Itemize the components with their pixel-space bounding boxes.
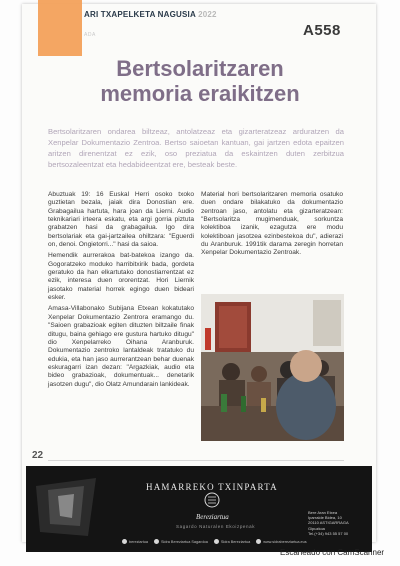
paragraph: Material hori bertsolaritzaren memoria osatuko duen ondare bilakatuko da dokumentazio zentroan jaso, antolatu eta gizarteratzean: "Bertsolaritza mugimenduak, sorkuntza kolektiboa izanik, ezagutza ere modu kolektiboan jasotzea ezinbestekoa du", adierazi du Aranburuk. 1991tik darama zeregin horretan Xenpelar Dokumentazio Zentroak. [201, 191, 343, 257]
article-intro: Bertsolaritzaren ondarea biltzeaz, antolatzeaz eta gizarteratzeaz arduratzen da Xenpelar Dokumentazio Zentroa. Bertso saioetan kantuan, gai jartzen edota epaitzen aritzen direnentzat ez ezik, oso preziatua da eskaintzen duten zerbitzua bertsozaleentzat eta hedabideentzat ere, besteak beste. [48, 127, 344, 169]
scanner-watermark: Escaneado con CamScanner [280, 548, 385, 557]
right-column [201, 191, 343, 261]
magazine-name: ARI TXAPELKETA NAGUSIA [84, 10, 196, 19]
article-title [56, 56, 344, 106]
website-link[interactable]: www.sidrabereziartua.eus [256, 539, 306, 544]
twitter-link[interactable]: Sidra Bereziartua [214, 539, 250, 544]
ad-brand: Bereziartua [196, 513, 229, 521]
ad-address [308, 510, 368, 536]
ad-title: HAMARREKO TXINPARTA [146, 482, 278, 492]
ad-address-line: Iparralde Bidea, 10 [308, 515, 342, 521]
left-column [48, 191, 194, 392]
instagram-icon [122, 539, 127, 544]
paragraph: Abuztuak 19: 16 Euskal Herri osoko txoko guztietan bezala, jaiak dira Donostian ere. Grabagailua hartuta, hara joan da Lierni. Audio teknikariari irteera eskatu, eta argi gorria piztuta grabatzen hasi da grabagailua. Igo dira bertsolariak eta gai-jartzailea ohiltzara: "Eguerdi on, denoi. Ongietorri..." hasi da saioa. [48, 191, 194, 249]
footer-rule [48, 460, 344, 461]
section-label: ADA [84, 32, 96, 38]
page-number: 22 [32, 450, 44, 461]
ad-social-links [122, 539, 307, 544]
title-line-2: memoria eraikitzen [100, 81, 300, 106]
advertisement [26, 466, 372, 552]
ad-address-line: Gipuzkoa [308, 525, 325, 531]
ad-address-line: Bere Aran Etxea [308, 510, 338, 515]
article-photo [201, 294, 344, 441]
magazine-header [84, 10, 217, 19]
paragraph: Hemendik aurrerakoa bat-batekoa izango da. Gogoratzeko moduko harribitxirik bada, gordeta geratuko da han elkartutako donostiarrentzat ez ezik, interesa duen ororentzat. Hori Liernik jasotako material horrek egingo duen bideari esker. [48, 252, 194, 302]
ad-tagline: Sagardo Naturalen Ekoizpenak [176, 524, 256, 529]
instagram-link[interactable]: bereziartua [122, 539, 148, 544]
facebook-icon [154, 539, 159, 544]
magazine-year: 2022 [198, 10, 217, 19]
globe-icon [256, 539, 261, 544]
article-code: A558 [303, 22, 341, 39]
ad-address-line: 20110 ASTIGARRAGA [308, 520, 349, 526]
title-line-1: Bertsolaritzaren [116, 56, 284, 81]
facebook-link[interactable]: Sidra Bereziartua Sagardoa [154, 539, 208, 544]
ad-address-line: Tel.(+34) 943 55 57 00 [308, 530, 349, 536]
sticky-note [38, 0, 82, 56]
twitter-icon [214, 539, 219, 544]
paragraph: Amasa-Villabonako Subijana Etxean kokatutako Xenpelar Dokumentazio Zentrora eramango du. "Saioen grabazioak egiten dituzten biltzaile finak ditugu, baina gehiago ere gustura hartuko ditugu" dio Xenpelarreko Oihana Aranburuk. Dokumentazio zentroko lantaldeak tratatuko du edukia, eta han jaso aurrerantzean behar duenak eskuragarri izan dezan: "Argazkiak, audio eta bideo grabazioak, dokumentuak... denetarik jasotzen dugu", dio Olatz Amundarain lankideak. [48, 305, 194, 388]
